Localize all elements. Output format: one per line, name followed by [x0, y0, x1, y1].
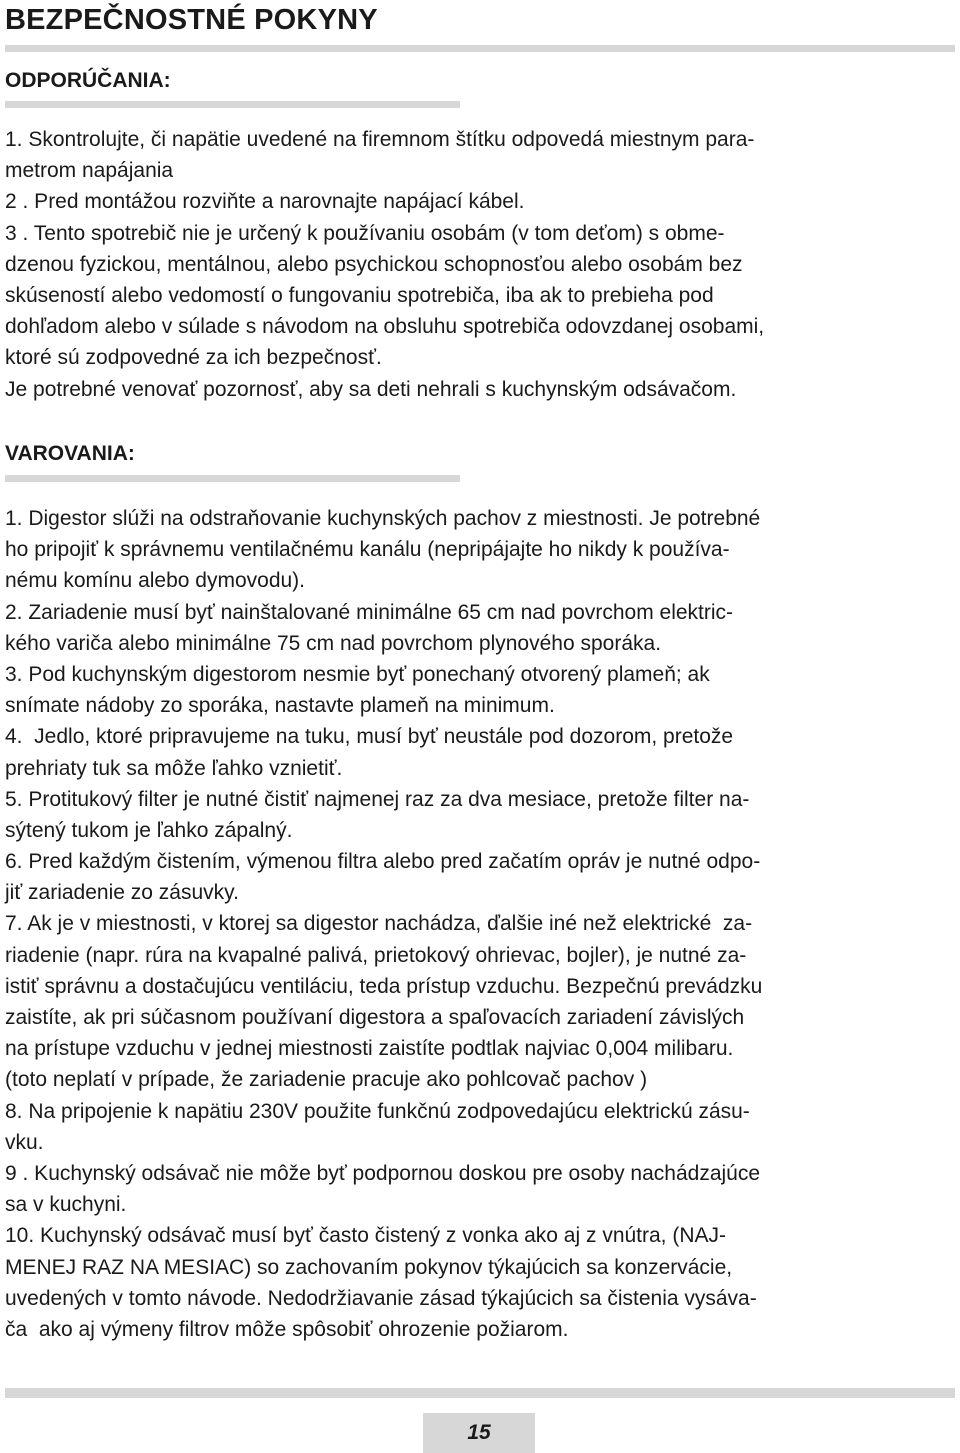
warnings-line: 7. Ak je v miestnosti, v ktorej sa digestor nachádza, ďalšie iné než elektrické za-: [5, 912, 753, 936]
footer-rule: [5, 1388, 955, 1398]
recommendations-line: Je potrebné venovať pozornosť, aby sa deti nehrali s kuchynským odsávačom.: [5, 377, 737, 401]
warnings-line: nému komínu alebo dymovodu).: [5, 569, 305, 593]
warnings-line: uvedených v tomto návode. Nedodržiavanie zásad týkajúcich sa čistenia vysáva-: [5, 1286, 757, 1310]
page-title: BEZPEČNOSTNÉ POKYNY: [5, 4, 378, 36]
warnings-line: ča ako aj výmeny filtrov môže spôsobiť ohrozenie požiarom.: [5, 1317, 569, 1341]
warnings-line: 5. Protitukový filter je nutné čistiť najmenej raz za dva mesiace, pretože filter na-: [5, 787, 750, 811]
warnings-rule: [5, 475, 460, 482]
warnings-line: 10. Kuchynský odsávač musí byť často čistený z vonka ako aj z vnútra, (NAJ-: [5, 1224, 727, 1248]
warnings-line: prehriaty tuk sa môže ľahko vznietiť.: [5, 756, 343, 780]
warnings-line: snímate nádoby zo sporáka, nastavte plameň na minimum.: [5, 694, 555, 718]
warnings-line: 4. Jedlo, ktoré pripravujeme na tuku, musí byť neustále pod dozorom, pretože: [5, 725, 734, 749]
page-number-box: [423, 1413, 535, 1453]
warnings-line: istiť správnu a dostačujúcu ventiláciu, teda prístup vzduchu. Bezpečnú prevádzku: [5, 974, 763, 998]
warnings-line: riadenie (napr. rúra na kvapalné palivá, prietokový ohrievac, bojler), je nutné za-: [5, 943, 747, 967]
warnings-line: vku.: [5, 1130, 44, 1154]
recommendations-line: skúseností alebo vedomostí o fungovaniu spotrebiča, iba ak to prebieha pod: [5, 283, 714, 307]
warnings-line: kého variča alebo minimálne 75 cm nad povrchom plynového sporáka.: [5, 631, 662, 655]
recommendations-line: metrom napájania: [5, 159, 174, 183]
recommendations-heading: ODPORÚČANIA:: [5, 69, 171, 92]
warnings-line: (toto neplatí v prípade, že zariadenie pracuje ako pohlcovač pachov ): [5, 1068, 648, 1092]
warnings-line: 8. Na pripojenie k napätiu 230V použite funkčnú zodpovedajúcu elektrickú zásu-: [5, 1099, 750, 1123]
warnings-line: MENEJ RAZ NA MESIAC) so zachovaním pokynov týkajúcich sa konzervácie,: [5, 1255, 733, 1279]
recommendations-text: [5, 124, 950, 405]
warnings-line: sa v kuchyni.: [5, 1193, 127, 1217]
recommendations-rule: [5, 101, 460, 108]
warnings-line: ho pripojiť k správnemu ventilačnému kanálu (nepripájajte ho nikdy k používa-: [5, 538, 730, 562]
recommendations-line: dohľadom alebo v súlade s návodom na obsluhu spotrebiča odovzdanej osobami,: [5, 315, 765, 339]
title-rule: [5, 45, 955, 52]
recommendations-line: dzenou fyzickou, mentálnou, alebo psychickou schopnosťou alebo osobám bez: [5, 252, 743, 276]
recommendations-line: ktoré sú zodpovedné za ich bezpečnosť.: [5, 346, 382, 370]
warnings-line: sýtený tukom je ľahko zápalný.: [5, 818, 293, 842]
warnings-line: na prístupe vzduchu v jednej miestnosti zaistíte podtlak najviac 0,004 milibaru.: [5, 1037, 734, 1061]
page-number: 15: [467, 1421, 491, 1444]
warnings-line: 9 . Kuchynský odsávač nie môže byť podpornou doskou pre osoby nachádzajúce: [5, 1161, 761, 1185]
warnings-heading: VAROVANIA:: [5, 442, 135, 465]
warnings-line: 6. Pred každým čistením, výmenou filtra alebo pred začatím opráv je nutné odpo-: [5, 850, 761, 874]
recommendations-line: 2 . Pred montážou rozviňte a narovnajte napájací kábel.: [5, 190, 525, 214]
warnings-line: 2. Zariadenie musí byť nainštalované minimálne 65 cm nad povrchom elektric-: [5, 600, 734, 624]
recommendations-line: 1. Skontrolujte, či napätie uvedené na firemnom štítku odpovedá miestnym para-: [5, 128, 755, 151]
warnings-line: 1. Digestor slúži na odstraňovanie kuchynských pachov z miestnosti. Je potrebné: [5, 507, 761, 530]
recommendations-line: 3 . Tento spotrebič nie je určený k používaniu osobám (v tom deťom) s obme-: [5, 221, 725, 245]
warnings-line: jiť zariadenie zo zásuvky.: [5, 881, 239, 905]
warnings-line: zaistíte, ak pri súčasnom používaní digestora a spaľovacích zariadení závislých: [5, 1006, 745, 1029]
warnings-line: 3. Pod kuchynským digestorom nesmie byť ponechaný otvorený plameň; ak: [5, 662, 710, 686]
warnings-text: [5, 503, 950, 1345]
